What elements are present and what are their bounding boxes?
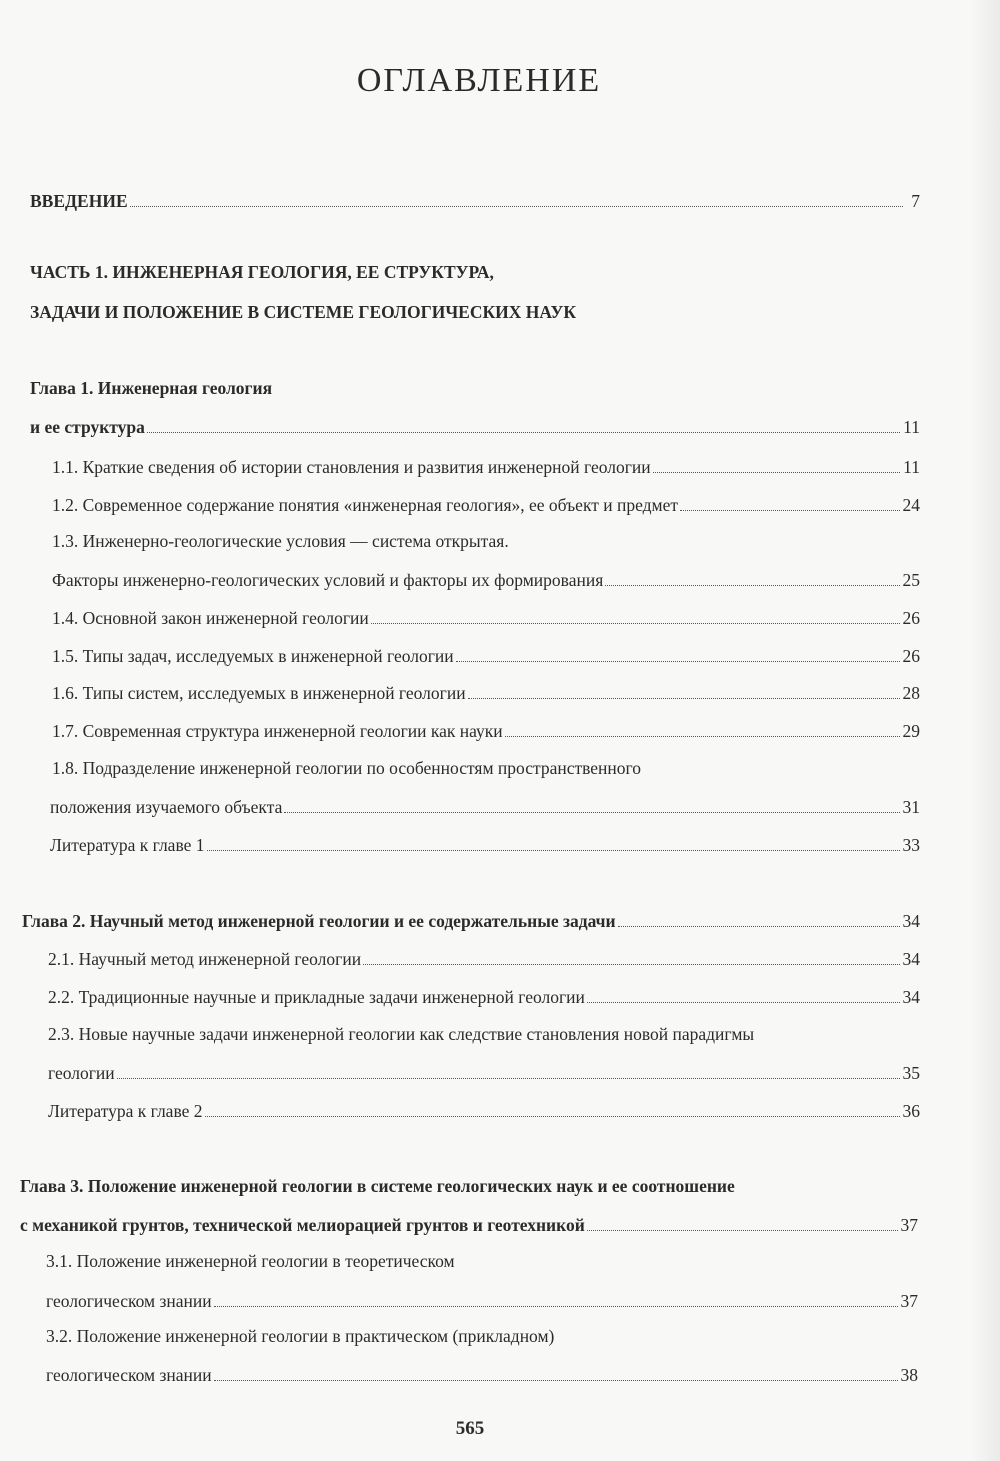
- toc-page-number: 28: [902, 683, 920, 703]
- toc-page-number: 11: [903, 457, 920, 477]
- toc-entry-label: Литература к главе 1: [50, 835, 205, 855]
- toc-entry-chapter3: [20, 1210, 918, 1236]
- toc-entry-1-1: [52, 452, 920, 478]
- toc-entry-1-2: [52, 490, 920, 516]
- leader-dots: [205, 1115, 900, 1117]
- toc-page-number: 26: [902, 608, 920, 628]
- toc-entry-label: ВВЕДЕНИЕ: [30, 191, 128, 211]
- leader-dots: [214, 1379, 898, 1381]
- toc-entry-3-2: [46, 1360, 918, 1386]
- toc-entry-3-1-line1: 3.1. Положение инженерной геологии в теоретическом: [46, 1251, 455, 1271]
- toc-entry-lit-1: [50, 830, 920, 856]
- leader-dots: [605, 584, 899, 586]
- toc-entry-label: Литература к главе 2: [48, 1101, 203, 1121]
- page-edge-shadow: [970, 0, 1000, 1461]
- toc-page-number: 26: [902, 646, 920, 666]
- toc-entry-2-2: [48, 982, 920, 1008]
- toc-page-number: 36: [902, 1101, 920, 1121]
- toc-page-number: 31: [902, 797, 920, 817]
- toc-entry-label: Факторы инженерно-геологических условий и факторы их формирования: [52, 570, 604, 590]
- toc-page-number: 34: [902, 911, 920, 931]
- toc-entry-label: 2.1. Научный метод инженерной геологии: [48, 949, 362, 969]
- part-heading-line2: ЗАДАЧИ И ПОЛОЖЕНИЕ В СИСТЕМЕ ГЕОЛОГИЧЕСКИХ НАУК: [30, 302, 577, 322]
- toc-page-number: 34: [902, 949, 920, 969]
- toc-page-number: 38: [900, 1365, 918, 1385]
- chapter1-heading-line1: Глава 1. Инженерная геология: [30, 378, 273, 398]
- page-title: ОГЛАВЛЕНИЕ: [356, 62, 602, 99]
- toc-entry-label: и ее структура: [30, 417, 145, 437]
- leader-dots: [680, 509, 899, 511]
- toc-entry-1-6: [52, 678, 920, 704]
- part-heading-line1: ЧАСТЬ 1. ИНЖЕНЕРНАЯ ГЕОЛОГИЯ, ЕЕ СТРУКТУРА,: [30, 262, 494, 282]
- toc-entry-label: геологическом знании: [46, 1365, 212, 1385]
- leader-dots: [587, 1001, 900, 1003]
- leader-dots: [117, 1077, 900, 1079]
- toc-page-number: 25: [902, 570, 920, 590]
- leader-dots: [653, 471, 900, 473]
- toc-entry-1-8-line1: 1.8. Подразделение инженерной геологии по особенностям пространственного: [52, 758, 642, 778]
- toc-entry-label: 1.1. Краткие сведения об истории становления и развития инженерной геологии: [52, 457, 651, 477]
- toc-entry-label: 2.2. Традиционные научные и прикладные задачи инженерной геологии: [48, 987, 585, 1007]
- toc-page-number: 7: [911, 191, 920, 211]
- leader-dots: [130, 205, 903, 207]
- leader-dots: [363, 963, 899, 965]
- toc-page-number: 34: [902, 987, 920, 1007]
- toc-page-number: 33: [902, 835, 920, 855]
- toc-entry-label: с механикой грунтов, технической мелиорацией грунтов и геотехникой: [20, 1215, 585, 1235]
- toc-entry-1-3-line1: 1.3. Инженерно-геологические условия — система открытая.: [52, 531, 509, 551]
- leader-dots: [468, 697, 900, 699]
- leader-dots: [214, 1305, 898, 1307]
- chapter3-heading-line1: Глава 3. Положение инженерной геологии в системе геологических наук и ее соотношение: [20, 1176, 735, 1196]
- toc-entry-1-7: [52, 716, 920, 742]
- toc-entry-1-8: [50, 792, 920, 818]
- leader-dots: [284, 811, 899, 813]
- leader-dots: [618, 925, 900, 927]
- toc-entry-label: 1.7. Современная структура инженерной геологии как науки: [52, 721, 503, 741]
- leader-dots: [207, 849, 900, 851]
- toc-entry-1-3: [52, 565, 920, 591]
- toc-entry-chapter2: [22, 906, 920, 932]
- toc-entry-label: 1.5. Типы задач, исследуемых в инженерной геологии: [52, 646, 454, 666]
- toc-page-number: 11: [903, 417, 920, 437]
- toc-page-number: 35: [902, 1063, 920, 1083]
- toc-entry-2-3: [48, 1058, 920, 1084]
- leader-dots: [147, 431, 900, 433]
- toc-page-number: 29: [902, 721, 920, 741]
- toc-entry-2-3-line1: 2.3. Новые научные задачи инженерной геологии как следствие становления новой парадигмы: [48, 1024, 755, 1044]
- toc-entry-3-2-line1: 3.2. Положение инженерной геологии в практическом (прикладном): [46, 1326, 555, 1346]
- leader-dots: [505, 735, 900, 737]
- toc-page-number: 37: [900, 1291, 918, 1311]
- toc-entry-3-1: [46, 1286, 918, 1312]
- toc-entry-intro: [30, 186, 920, 212]
- toc-entry-label: геологии: [48, 1063, 115, 1083]
- leader-dots: [587, 1229, 898, 1231]
- toc-entry-label: Глава 2. Научный метод инженерной геологии и ее содержательные задачи: [22, 911, 616, 931]
- toc-entry-1-5: [52, 641, 920, 667]
- toc-entry-2-1: [48, 944, 920, 970]
- toc-entry-label: 1.6. Типы систем, исследуемых в инженерной геологии: [52, 683, 466, 703]
- toc-entry-label: 1.2. Современное содержание понятия «инженерная геология», ее объект и предмет: [52, 495, 679, 515]
- leader-dots: [456, 660, 900, 662]
- toc-entry-chapter1: [30, 412, 920, 438]
- toc-entry-1-4: [52, 603, 920, 629]
- leader-dots: [371, 622, 900, 624]
- toc-entry-label: 1.4. Основной закон инженерной геологии: [52, 608, 369, 628]
- page-number-footer: 565: [455, 1418, 485, 1439]
- toc-entry-label: положения изучаемого объекта: [50, 797, 283, 817]
- toc-page-number: 37: [900, 1215, 918, 1235]
- toc-entry-label: геологическом знании: [46, 1291, 212, 1311]
- toc-page-number: 24: [902, 495, 920, 515]
- toc-entry-lit-2: [48, 1096, 920, 1122]
